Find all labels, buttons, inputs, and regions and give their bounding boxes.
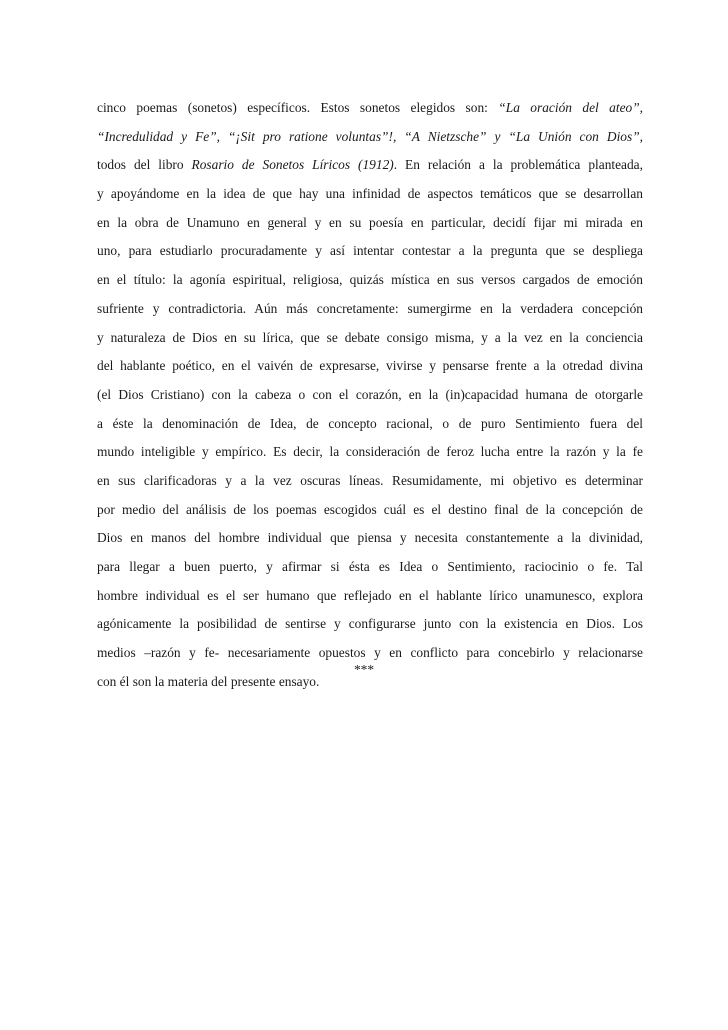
text-line — [97, 381, 643, 410]
text-line — [97, 438, 643, 467]
text-segment: (el Dios Cristiano) con la cabeza o con el corazón, en la (in)capacidad humana de otorgarle — [97, 386, 643, 402]
text-segment: y naturaleza de Dios en su lírica, que se debate consigo misma, y a la vez en la conciencia — [97, 329, 643, 345]
text-line — [97, 180, 643, 209]
text-segment: a éste la denominación de Idea, de concepto racional, o de puro Sentimiento fuera del — [97, 415, 643, 431]
text-line — [97, 123, 643, 152]
text-line — [97, 467, 643, 496]
text-segment: mundo inteligible y empírico. Es decir, la consideración de feroz lucha entre la razón y la fe — [97, 444, 643, 460]
text-segment: uno, para estudiarlo procuradamente y así intentar contestar a la pregunta que se despliega — [97, 243, 643, 259]
text-line — [97, 610, 643, 639]
text-segment: cinco poemas (sonetos) específicos. Estos sonetos elegidos son: — [97, 100, 499, 115]
text-segment: con él son la materia del presente ensayo. — [97, 673, 320, 689]
text-line — [97, 295, 643, 324]
text-line — [97, 496, 643, 525]
text-segment: agónicamente la posibilidad de sentirse y configurarse junto con la existencia en Dios. Los — [97, 616, 643, 632]
body-paragraph — [97, 94, 643, 696]
text-segment: en el título: la agonía espiritual, religiosa, quizás mística en sus versos cargados de emoción — [97, 272, 643, 288]
italic-text-segment: “Incredulidad y Fe”, “¡Sit pro ratione voluntas”!, “A Nietzsche” y “La Unión con Dios”, — [97, 128, 643, 144]
text-segment: para llegar a buen puerto, y afirmar si ésta es Idea o Sentimiento, raciocinio o fe. Tal — [97, 559, 643, 574]
text-line — [97, 94, 643, 123]
text-line — [97, 209, 643, 238]
text-line — [97, 553, 643, 582]
text-segment: todos del libro — [97, 157, 192, 173]
text-line — [97, 237, 643, 266]
text-segment: sufriente y contradictoria. Aún más concretamente: sumergirme en la verdadera concepción — [97, 300, 643, 316]
text-line — [97, 324, 643, 353]
text-segment: hombre individual es el ser humano que reflejado en el hablante lírico unamunesco, explora — [97, 587, 643, 603]
text-line — [97, 410, 643, 439]
italic-text-segment: Rosario de Sonetos Líricos (1912) — [191, 157, 394, 173]
text-segment: por medio del análisis de los poemas escogidos cuál es el destino final de la concepción de — [97, 501, 643, 517]
text-line — [97, 352, 643, 381]
text-segment: Dios en manos del hombre individual que piensa y necesita constantemente a la divinidad, — [97, 530, 643, 546]
text-line — [97, 582, 643, 611]
text-segment: en la obra de Unamuno en general y en su poesía en particular, decidí fijar mi mirada en — [97, 214, 643, 230]
text-segment: y apoyándome en la idea de que hay una infinidad de aspectos temáticos que se desarrollan — [97, 186, 643, 202]
section-separator: *** — [353, 662, 375, 677]
text-line — [97, 524, 643, 553]
text-segment: . En relación a la problemática planteada, — [393, 157, 643, 173]
text-segment: del hablante poético, en el vaivén de expresarse, vivirse y pensarse frente a la otredad divina — [97, 358, 643, 374]
text-line — [97, 266, 643, 295]
text-line — [97, 151, 643, 180]
italic-text-segment: “La oración del ateo”, — [498, 100, 643, 115]
text-segment: en sus clarificadoras y a la vez oscuras líneas. Resumidamente, mi objetivo es determinar — [97, 472, 643, 488]
text-segment: medios –razón y fe- necesariamente opuestos y en conflicto para concebirlo y relacionarse — [97, 645, 643, 661]
